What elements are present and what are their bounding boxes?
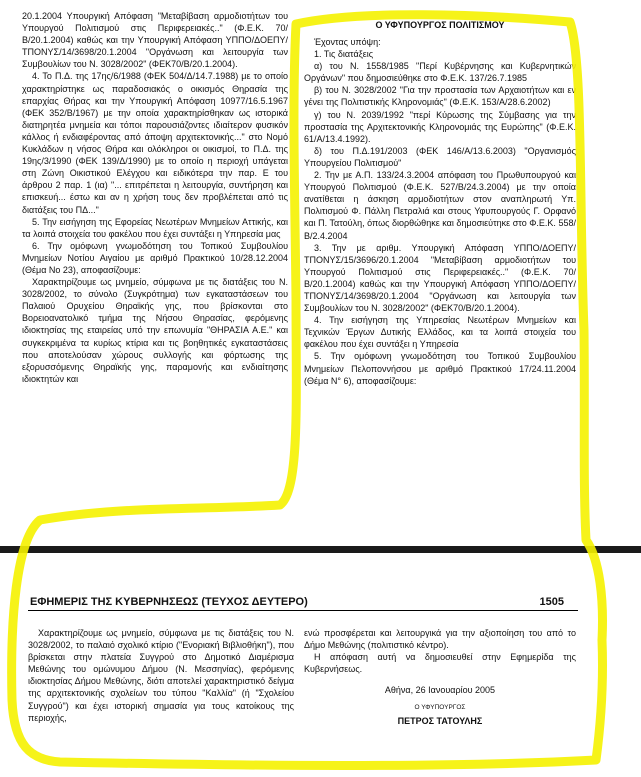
paragraph-item-2: 2. Την με Α.Π. 133/24.3.2004 απόφαση του Πρωθυπουργού και Υπουργού Πολιτισμού (Φ.Ε.Κ. 527/Β/24.3.2004) με την οποία ανατίθεται η άσκηση αρμοδιοτήτων στον αναπληρωτή Υπ. Πολιτισμού Φ. Πάλλη Πετραλιά και στους Υφυπουργούς Γ. Ορφανό και Π. Τατούλη, όπως διορθώθηκε και δημοσιεύτηκε στο Φ.Ε.Κ. 558/Β/2.4.2004: [304, 170, 576, 241]
paragraph-item-4: 4. Την εισήγηση της Υπηρεσίας Νεωτέρων Μνημείων και Τεχνικών Έργων Δυτικής Ελλάδος, και τα λοιπά στοιχεία του φακέλου που έχει συντάξει η Υπηρεσία: [304, 315, 576, 350]
gazette-page-header: [28, 596, 578, 611]
signer-title: Ο ΥΦΥΠΟΥΡΓΟΣ: [414, 704, 466, 712]
left-text-column: [22, 10, 288, 385]
paragraph-decision: Χαρακτηρίζουμε ως μνημείο, σύμφωνα με τις διατάξεις του Ν. 3028/2002, το σύνολο (Συγκρότημα) των εγκαταστάσεων του Παλαιού Ορυχείου Θηραϊκής γης, που βρίσκονται στο Βορειοανατολικό τμήμα της Νήσου Θηρασίας, φερόμενης ιδιοκτησίας της εταιρείας υπό την επωνυμία "ΘΗΡΑΣΙΑ Α.Ε." και συγκεκριμένα τα κυρίως κτίρια και τις βοηθητικές εγκαταστάσεις που αποτελούσαν χώρους συλλογής και φόρτωσης της εξορυσσόμενης Θηραϊκής γης, παραμονής και ενδιαίτησης ιδιοκτητών και: [22, 277, 288, 384]
provision-d: δ) του Π.Δ.191/2003 (ΦΕΚ 146/Α/13.6.2003) "Οργανισμός Υπουργείου Πολιτισμού": [304, 145, 576, 168]
bottom-left-column: [28, 627, 294, 724]
signature-date: Αθήνα, 26 Ιανουαρίου 2005: [384, 685, 496, 696]
page-number: 1505: [539, 596, 564, 608]
paragraph-item-4: 4. Το Π.Δ. της 17ης/6/1988 (ΦΕΚ 504/Δ/14.7.1988) με το οποίο χαρακτηρίστηκε ως παραδοσιακός ο οικισμός Θηρασία της επαρχίας Θήρας και την Υπουργική Απόφαση 10977/16.5.1967 (ΦΕΚ 352/Β/1967) με την οποία χαρακτηρίσθηκαν ως ιστορικά διατηρητέα μνημεία και τόποι παρουσιάζοντες ιδιαίτερον φυσικόν κάλλος ή ενδιαφέροντας από άποψη αρχιτεκτονικής..." στο Νομό Κυκλάδων η νήσος Θήρα και ολόκληροι οι οικισμοί, το Π.Δ. της 19ης/3/1990 (ΦΕΚ 139/Δ/1990) με το οποίο η περιοχή υπάγεται στη Ζώνη Οικιστικού Ελέγχου και ειδικότερα την παρ. Ε του άρθρου 2 παρ. 1 (ια) "... επιτρέπεται η λειτουργία, συντήρηση και επισκευή... έστω και αν η χρήση τους δεν προβλέπεται από τις διατάξεις του ΠΔ...": [22, 71, 288, 215]
page-divider-bar: [0, 546, 641, 553]
considering-line: Έχοντας υπόψη:: [314, 37, 381, 47]
provision-b: β) του Ν. 3028/2002 "Για την προστασία των Αρχαιοτήτων και εν γένει της Πολιτιστικής Κληρονομιάς" (Φ.Ε.Κ. 153/Α/28.6.2002): [304, 85, 576, 108]
provision-c: γ) του Ν. 2039/1992 "περί Κύρωσης της Σύμβασης για την προστασία της Αρχιτεκτονικής Κληρονομιάς της Ευρώπης" (Φ.Ε.Κ. 61/Α/13.4.1992).: [304, 109, 576, 144]
decision-paragraph: Χαρακτηρίζουμε ως μνημείο, σύμφωνα με τις διατάξεις του Ν. 3028/2002, το παλαιό σχολικό κτίριο ("Ενοριακή Βιβλιοθήκη"), που βρίσκεται στην πλατεία Συγγρού στο Δημοτικό Διαμέρισμα Μεθώνης του ομώνυμου Δήμου (Ν. Μεσσηνίας), φερόμενης ιδιοκτησίας Δήμου Μεθώνης, διότι αποτελεί χαρακτηριστικό δείγμα της αρχιτεκτονικής σχολείων του τύπου "Καλλία" (ή "Σχολείου Συγγρού") και έχει ιστορική σημασία για τους κατοίκους της περιοχής,: [28, 628, 294, 723]
paragraph-item-5: 5. Την εισήγηση της Εφορείας Νεωτέρων Μνημείων Αττικής, και τα λοιπά στοιχεία του φακέλου που έχει συντάξει η Υπηρεσία μας: [22, 216, 288, 239]
gazette-title: ΕΦΗΜΕΡΙΣ ΤΗΣ ΚΥΒΕΡΝΗΣΕΩΣ (ΤΕΥΧΟΣ ΔΕΥΤΕΡΟ): [30, 596, 308, 608]
publication-order: Η απόφαση αυτή να δημοσιευθεί στην Εφημερίδα της Κυβερνήσεως.: [304, 652, 576, 675]
bottom-right-column: [304, 627, 576, 727]
signer-name: ΠΕΤΡΟΣ ΤΑΤΟΥΛΗΣ: [397, 715, 483, 726]
provisions-line: 1. Τις διατάξεις: [314, 49, 374, 60]
decision-continuation: ενώ προσφέρεται και λειτουργικά για την αξιοποίηση του από το Δήμο Μεθώνης (πολιτιστικό κέντρο).: [304, 628, 576, 651]
paragraph-item-3: 3. Την με αριθμ. Υπουργική Απόφαση ΥΠΠΟ/ΔΟΕΠΥ/ΤΠΟΝΥΣ/15/3696/20.1.2004 "Μεταβίβαση αρμοδιοτήτων του Υπουργού Πολιτισμού στις Περιφερειακές.." (Φ.Ε.Κ. 70/Β/20.1.2004) καθώς και την Υπουργική Απόφαση ΥΠΠΟ/ΔΟΕΠΥ/ΤΠΟΝΥΣ/14/3698/20.1.2004 "Οργάνωση και λειτουργία των Συμβουλίων του Ν. 3028/2002" (ΦΕΚ70/Β/20.1.2004).: [304, 242, 576, 314]
right-text-column: [304, 36, 576, 387]
provision-a: α) του Ν. 1558/1985 "Περί Κυβέρνησης και Κυβερνητικών Οργάνων" που δημοσιεύθηκε στο Φ.Ε.Κ. 137/26.7.1985: [304, 61, 576, 84]
paragraph-item-5: 5. Την ομόφωνη γνωμοδότηση του Τοπικού Συμβουλίου Μνημείων Πελοποννήσου με αριθμό Πρακτικού 17/24.11.2004 (Θέμα Ν° 6), αποφασίζουμε:: [304, 351, 576, 386]
paragraph-item-6: 6. Την ομόφωνη γνωμοδότηση του Τοπικού Συμβουλίου Μνημείων Νοτίου Αιγαίου με αριθμό Πρακτικού 10/28.12.2004 (Θέμα Νο 23), αποφασίζουμε:: [22, 240, 288, 275]
right-column-heading: Ο ΥΦΥΠΟΥΡΓΟΣ ΠΟΛΙΤΙΣΜΟΥ: [375, 20, 505, 30]
paragraph-continuation: 20.1.2004 Υπουργική Απόφαση "Μεταβίβαση αρμοδιοτήτων του Υπουργού Πολιτισμού στις Περιφερειακές.." (Φ.Ε.Κ. 70/Β/20.1.2004) καθώς και την Υπουργική Απόφαση ΥΠΠΟ/ΔΟΕΠΥ/ΤΠΟΝΥΣ/14/3698/20.1.2004 "Οργάνωση και λειτουργία των Συμβουλίων του Ν. 3028/2002" (ΦΕΚ70/Β/20.1.2004).: [22, 11, 288, 70]
